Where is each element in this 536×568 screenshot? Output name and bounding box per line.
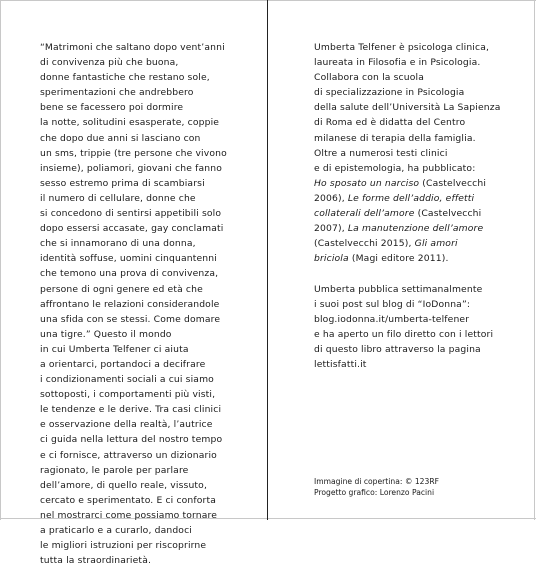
right-flap-author-bio	[314, 40, 501, 372]
book-publisher: (Magi editore 2011).	[348, 253, 449, 265]
bio-line: Umberta Telfener è psicologa clinica,	[314, 42, 490, 53]
book-title: La manutenzione dell’amore	[347, 223, 484, 235]
bibliography-line	[314, 236, 501, 251]
graphic-design-credit: Progetto grafico: Lorenzo Pacini	[314, 488, 435, 497]
blurb-line: una sfida con se stessi. Come domare	[40, 313, 221, 325]
bio-line: di Roma ed è didatta del Centro	[314, 117, 466, 129]
blurb-line: nel mostrarci come possiamo tornare	[40, 509, 218, 521]
flap-fold-line	[267, 0, 268, 520]
blurb-line: insieme), poliamori, giovani che fanno	[40, 162, 222, 174]
book-title: Le forme dell’addio, effetti	[347, 192, 475, 204]
blurb-line: dell’amore, di quello reale, vissuto,	[40, 479, 208, 491]
bio-line: e di epistemologia, ha pubblicato:	[314, 162, 476, 174]
bibliography-line	[314, 176, 501, 191]
bibliography-line	[314, 206, 501, 221]
blurb-line: si concedono di sentirsi appetibili solo	[40, 208, 222, 220]
blurb-line: e ci fornisce, attraverso un dizionario	[40, 449, 217, 461]
credits	[314, 476, 439, 498]
bio-line: laureata in Filosofia e in Psicologia.	[314, 57, 481, 69]
book-title: briciola	[314, 253, 349, 265]
cover-image-credit: Immagine di copertina: © 123RF	[314, 477, 439, 486]
blurb-line: di convivenza più che buona,	[40, 57, 179, 69]
bio-line: Collabora con la scuola	[314, 72, 424, 84]
blurb-line: ragionato, le parole per parlare	[40, 464, 189, 476]
blurb-line: che dopo due anni si lasciano con	[40, 132, 201, 144]
book-publisher: (Castelvecchi	[419, 177, 487, 189]
blurb-line: il numero di cellulare, donne che	[40, 192, 196, 204]
page-border-top	[0, 0, 536, 1]
blurb-line: a orientarci, portandoci a decifrare	[40, 358, 206, 370]
book-year: 2007),	[314, 223, 348, 235]
blog-line: e ha aperto un filo diretto con i lettori	[314, 328, 494, 340]
blurb-line: persone di ogni genere ed età che	[40, 283, 203, 295]
blurb-line: la notte, solitudini esasperate, coppie	[40, 117, 220, 129]
blurb-line: tutta la straordinarietà.	[40, 555, 152, 567]
paragraph-gap	[314, 266, 501, 281]
blurb-line: sottoposti, i comportamenti più visti,	[40, 389, 216, 401]
blurb-line: in cui Umberta Telfener ci aiuta	[40, 343, 189, 355]
blurb-line: cercato e sperimentato. E ci conforta	[40, 494, 216, 506]
blurb-line: “Matrimoni che saltano dopo vent’anni	[40, 42, 225, 53]
blurb-line: sperimentazioni che andrebbero	[40, 87, 194, 99]
blurb-line: e osservazione della realtà, l’autrice	[40, 419, 213, 431]
blurb-line: donne fantastiche che restano sole,	[40, 72, 210, 84]
blurb-line: che si innamorano di una donna,	[40, 238, 196, 250]
book-publisher: (Castelvecchi	[414, 208, 482, 220]
blog-line: Umberta pubblica settimanalmente	[314, 283, 483, 295]
page-border-left	[0, 0, 1, 520]
blurb-line: dopo essersi accasate, gay conclamati	[40, 223, 224, 235]
page-border-right	[534, 0, 535, 520]
bio-line: Oltre a numerosi testi clinici	[314, 147, 448, 159]
book-title: collaterali dell’amore	[314, 208, 415, 220]
bibliography-line	[314, 191, 501, 206]
book-year: 2006),	[314, 192, 348, 204]
bio-line: milanese di terapia della famiglia.	[314, 132, 476, 144]
blurb-line: che temono una prova di convivenza,	[40, 268, 219, 280]
book-title: Ho sposato un narciso	[314, 177, 420, 189]
left-flap-blurb	[40, 40, 227, 568]
book-publisher: (Castelvecchi 2015),	[314, 238, 415, 250]
blurb-line: i condizionamenti sociali a cui siamo	[40, 374, 214, 386]
blurb-line: una tigre.” Questo il mondo	[40, 328, 172, 340]
book-title: Gli amori	[414, 238, 458, 250]
blurb-line: sesso estremo prima di scambiarsi	[40, 177, 205, 189]
blog-line: di questo libro attraverso la pagina	[314, 343, 481, 355]
blurb-line: a praticarlo e a curarlo, dandoci	[40, 525, 192, 536]
blog-url: blog.iodonna.it/umberta-telfener	[314, 313, 470, 325]
bibliography-line	[314, 251, 501, 266]
website-url: lettisfatti.it	[314, 358, 367, 370]
blurb-line: bene se facessero poi dormire	[40, 102, 184, 114]
blurb-line: identità soffuse, uomini cinquantenni	[40, 253, 217, 265]
blurb-line: un sms, trippie (tre persone che vivono	[40, 147, 227, 159]
blurb-line: affrontano le relazioni considerandole	[40, 298, 220, 310]
blurb-line: le tendenze e le derive. Tra casi clinici	[40, 404, 222, 416]
bibliography-line	[314, 221, 501, 236]
bio-line: di specializzazione in Psicologia	[314, 87, 465, 99]
bio-line: della salute dell’Università La Sapienza	[314, 102, 501, 114]
blurb-line: le migliori istruzioni per riscoprirne	[40, 540, 207, 552]
blurb-line: ci guida nella lettura del nostro tempo	[40, 434, 223, 446]
blog-line: i suoi post sul blog di “IoDonna”:	[314, 298, 471, 310]
